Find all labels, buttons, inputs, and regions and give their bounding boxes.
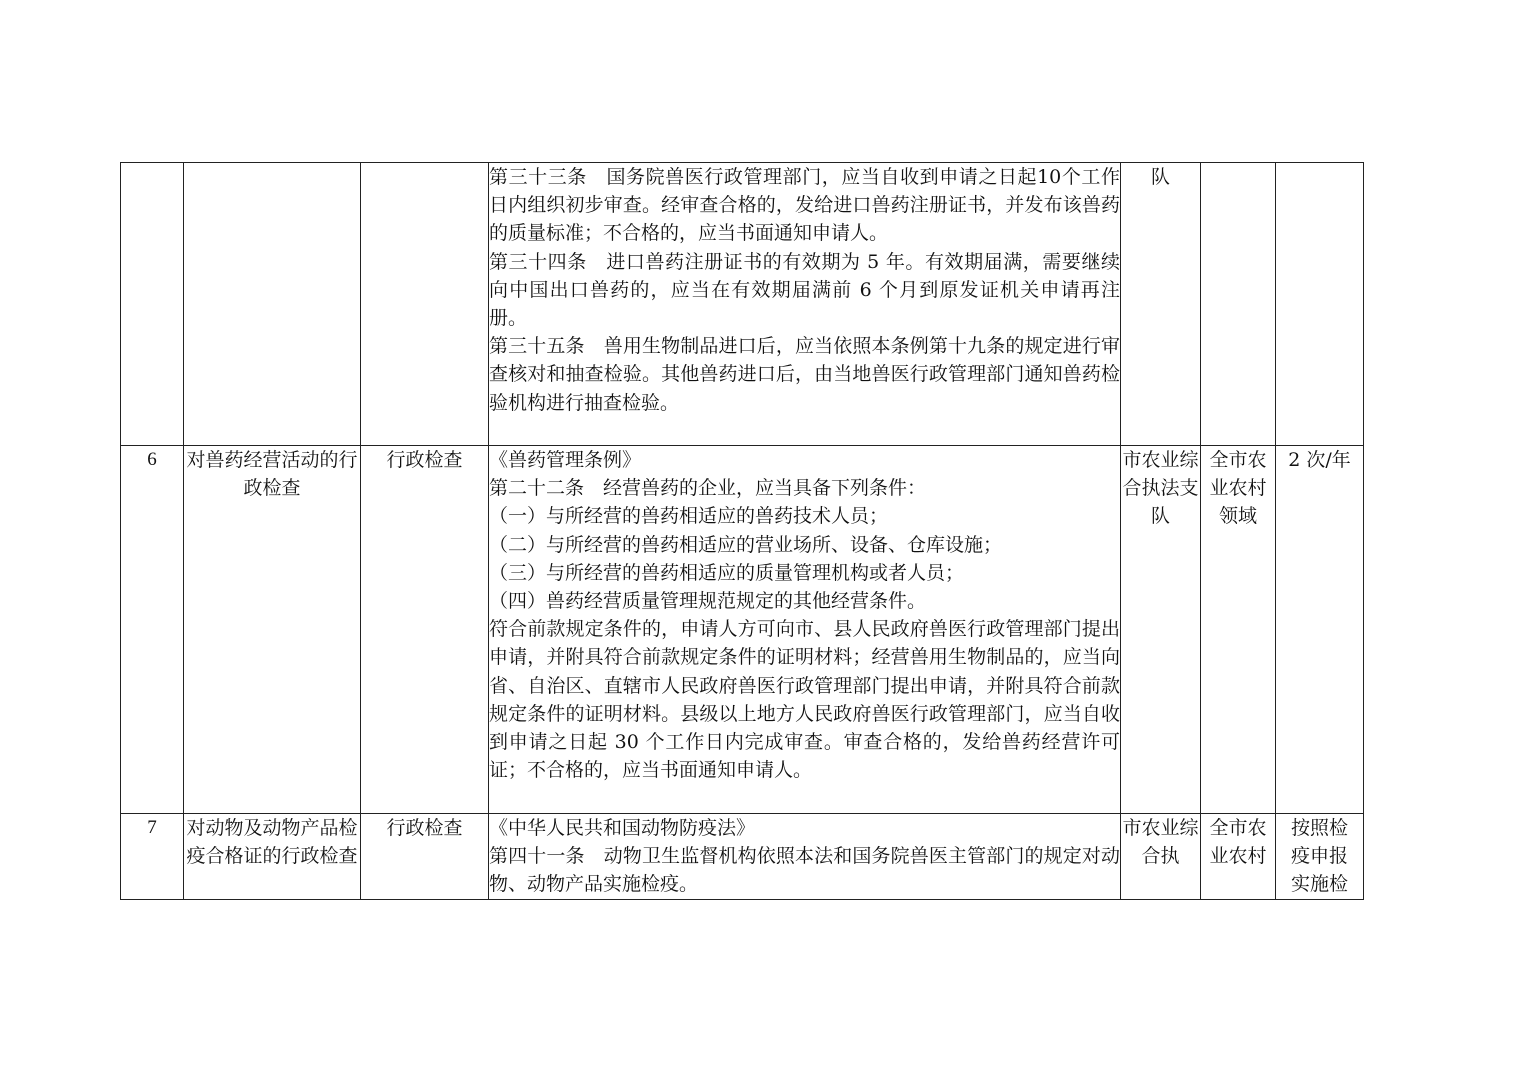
row-number-cell: 6 [121, 446, 184, 814]
basis-paragraph: （三）与所经营的兽药相适应的质量管理机构或者人员； [489, 561, 965, 584]
basis-paragraph: 第三十五条 兽用生物制品进口后，应当依照本条例第十九条的规定进行审查核对和抽查检验。其他兽药进口后，由当地兽医行政管理部门通知兽药检验机构进行抽查检验。 [489, 335, 1120, 414]
table-row [121, 814, 1364, 900]
scope-cell [1201, 163, 1276, 446]
scope-cell: 全市农业农村领域 [1201, 446, 1276, 814]
basis-paragraph: （四）兽药经营质量管理规范规定的其他经营条件。 [489, 590, 927, 613]
frequency-cell [1276, 163, 1364, 446]
legal-basis-cell [489, 814, 1121, 900]
row-number-cell [121, 163, 184, 446]
legal-basis-cell [489, 163, 1121, 446]
subject-cell: 市农业综合执法支队 [1121, 446, 1201, 814]
legal-basis-cell [489, 446, 1121, 814]
scope-text: 全市农业农村 [1209, 817, 1267, 868]
check-type-cell [361, 163, 489, 446]
basis-paragraph: 符合前款规定条件的，申请人方可向市、县人民政府兽医行政管理部门提出申请，并附具符合前款规定条件的证明材料；经营兽用生物制品的，应当向省、自治区、直辖市人民政府兽医行政管理部门提出申请，并附具符合前款规定条件的证明材料。县级以上地方人民政府兽医行政管理部门，应当自收到申请之日起 30 个工作日内完成审查。审查合格的，发给兽药经营许可证；不合格的，应当书面通知申请人。 [489, 618, 1120, 782]
frequency-text: 按照检疫申报实施检 [1290, 817, 1348, 896]
frequency-cell: 2 次/年 [1276, 446, 1364, 814]
basis-paragraph: 第二十二条 经营兽药的企业，应当具备下列条件： [489, 477, 927, 500]
subject-cell: 队 [1121, 163, 1201, 446]
subject-cell [1121, 814, 1201, 900]
basis-paragraph: 《中华人民共和国动物防疫法》 [489, 817, 756, 839]
scope-cell [1201, 814, 1276, 900]
frequency-cell [1276, 814, 1364, 900]
basis-paragraph: （二）与所经营的兽药相适应的营业场所、设备、仓库设施； [489, 533, 1003, 556]
row-number-cell: 7 [121, 814, 184, 900]
check-item-cell: 对兽药经营活动的行政检查 [184, 446, 361, 814]
basis-paragraph: （一）与所经营的兽药相适应的兽药技术人员； [489, 505, 889, 528]
table-row [121, 446, 1364, 814]
subject-text: 市农业综合执 [1122, 817, 1199, 868]
table-row [121, 163, 1364, 446]
basis-paragraph: 第三十三条 国务院兽医行政管理部门，应当自收到申请之日起10个工作日内组织初步审查。经审查合格的，发给进口兽药注册证书，并发布该兽药的质量标准；不合格的，应当书面通知申请人。 [489, 166, 1120, 245]
check-item-cell [184, 163, 361, 446]
basis-paragraph: 第四十一条 动物卫生监督机构依照本法和国务院兽医主管部门的规定对动物、动物产品实施检疫。 [489, 845, 1120, 896]
basis-paragraph: 第三十四条 进口兽药注册证书的有效期为 5 年。有效期届满，需要继续向中国出口兽药的，应当在有效期届满前 6 个月到原发证机关申请再注册。 [489, 250, 1120, 330]
document-table [120, 162, 1364, 900]
basis-paragraph: 《兽药管理条例》 [489, 449, 642, 471]
check-item-cell: 对动物及动物产品检疫合格证的行政检查 [184, 814, 361, 900]
check-type-cell: 行政检查 [361, 814, 489, 900]
check-type-cell: 行政检查 [361, 446, 489, 814]
